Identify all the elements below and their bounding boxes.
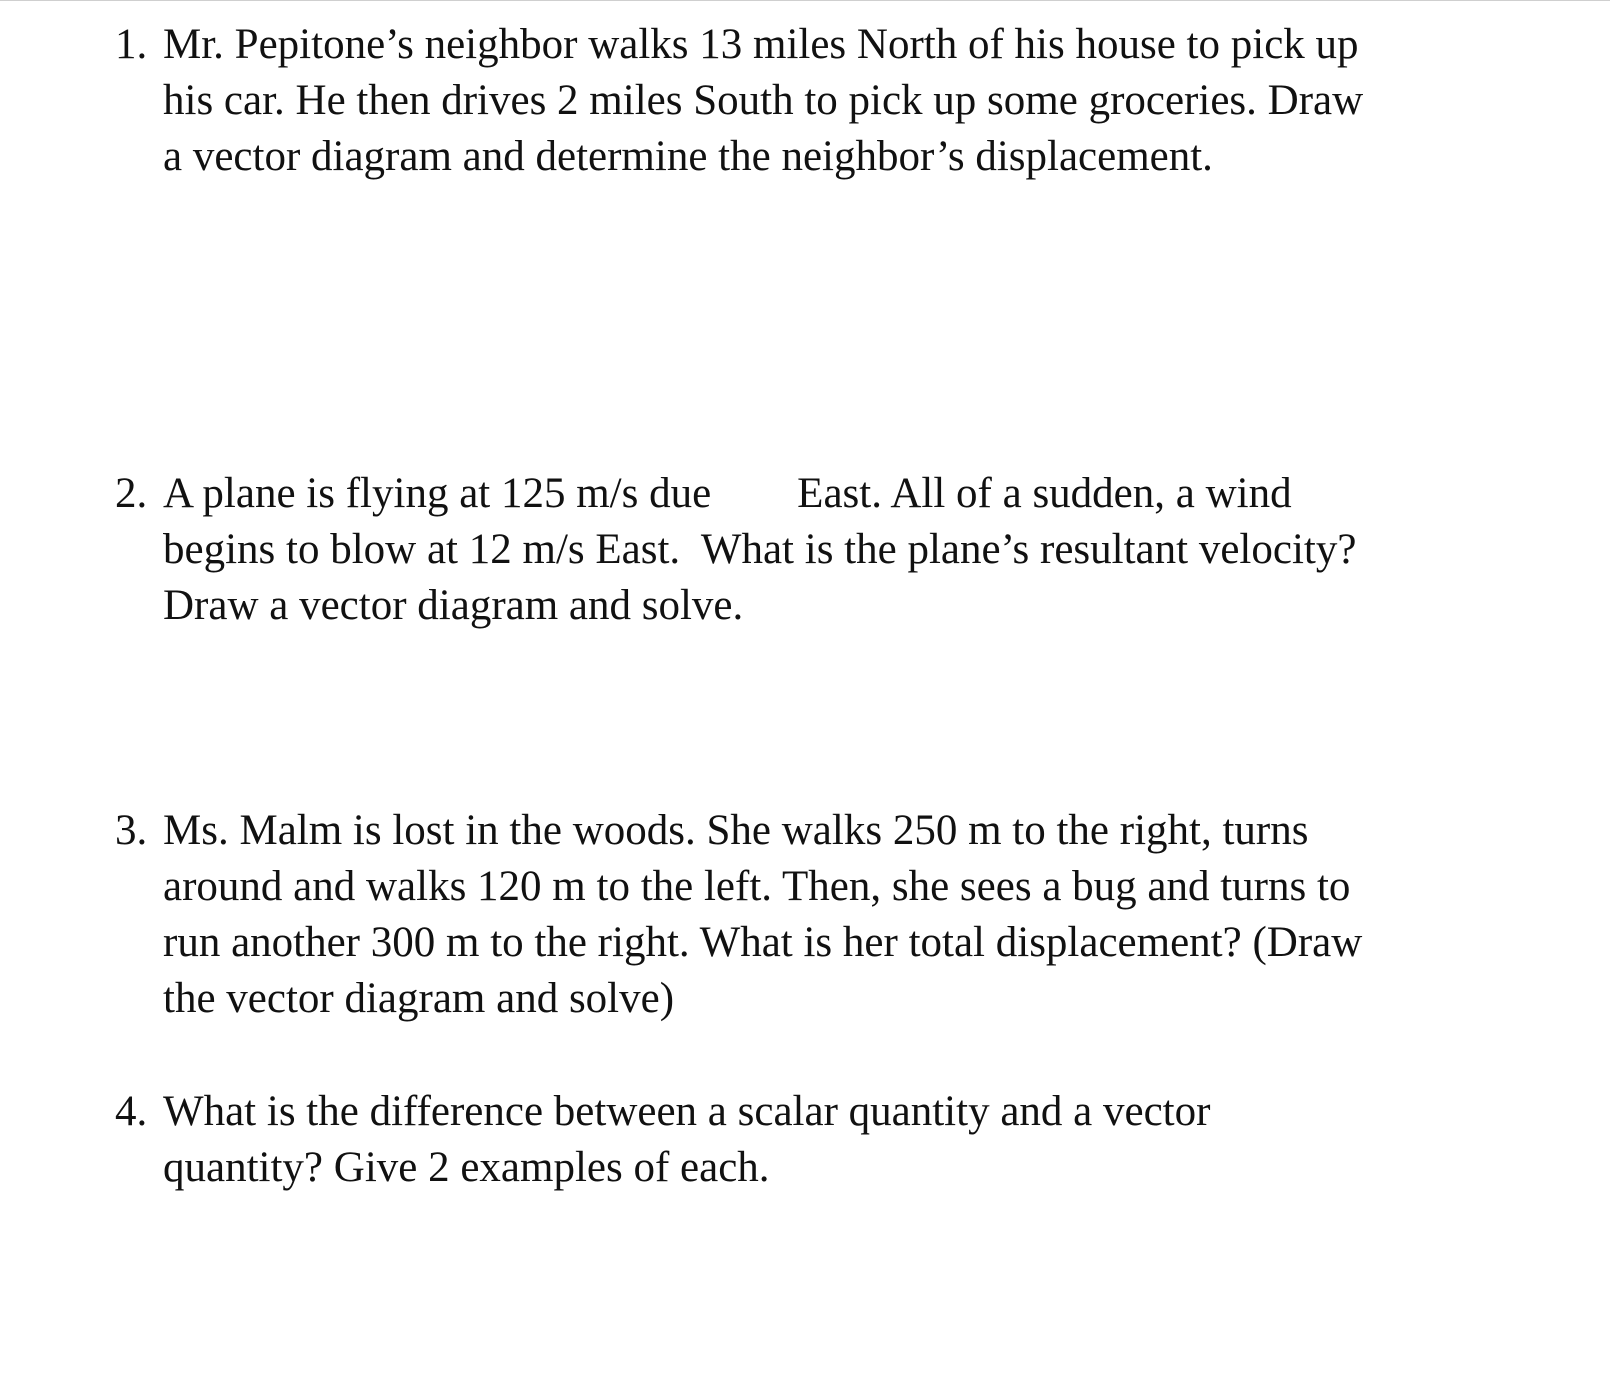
question-line	[115, 1084, 1515, 1140]
question-number: 2.	[115, 470, 148, 517]
question-1	[115, 17, 1515, 185]
question-text: A plane is flying at 125 m/s due East. All of a sudden, a wind	[163, 470, 1292, 517]
question-line: around and walks 120 m to the left. Then, she sees a bug and turns to	[163, 863, 1351, 910]
question-line: a vector diagram and determine the neighbor’s displacement.	[163, 133, 1213, 180]
question-text: What is the difference between a scalar quantity and a vector	[163, 1088, 1211, 1135]
top-divider	[0, 0, 1610, 1]
question-line: run another 300 m to the right. What is her total displacement? (Draw	[163, 919, 1363, 966]
question-2	[115, 466, 1515, 634]
question-4	[115, 1084, 1515, 1196]
question-line: his car. He then drives 2 miles South to pick up some groceries. Draw	[163, 77, 1364, 124]
question-3	[115, 803, 1515, 1027]
question-line: Draw a vector diagram and solve.	[163, 582, 744, 629]
question-line	[115, 803, 1515, 859]
question-number: 3.	[115, 807, 148, 854]
question-line	[115, 466, 1515, 522]
question-line: begins to blow at 12 m/s East. What is the plane’s resultant velocity?	[163, 526, 1357, 573]
question-number: 4.	[115, 1088, 148, 1135]
question-number: 1.	[115, 21, 148, 68]
question-line: the vector diagram and solve)	[163, 975, 675, 1022]
question-text: Mr. Pepitone’s neighbor walks 13 miles North of his house to pick up	[163, 21, 1359, 68]
question-line: quantity? Give 2 examples of each.	[163, 1144, 770, 1191]
question-line	[115, 17, 1515, 73]
question-text: Ms. Malm is lost in the woods. She walks 250 m to the right, turns	[163, 807, 1309, 854]
